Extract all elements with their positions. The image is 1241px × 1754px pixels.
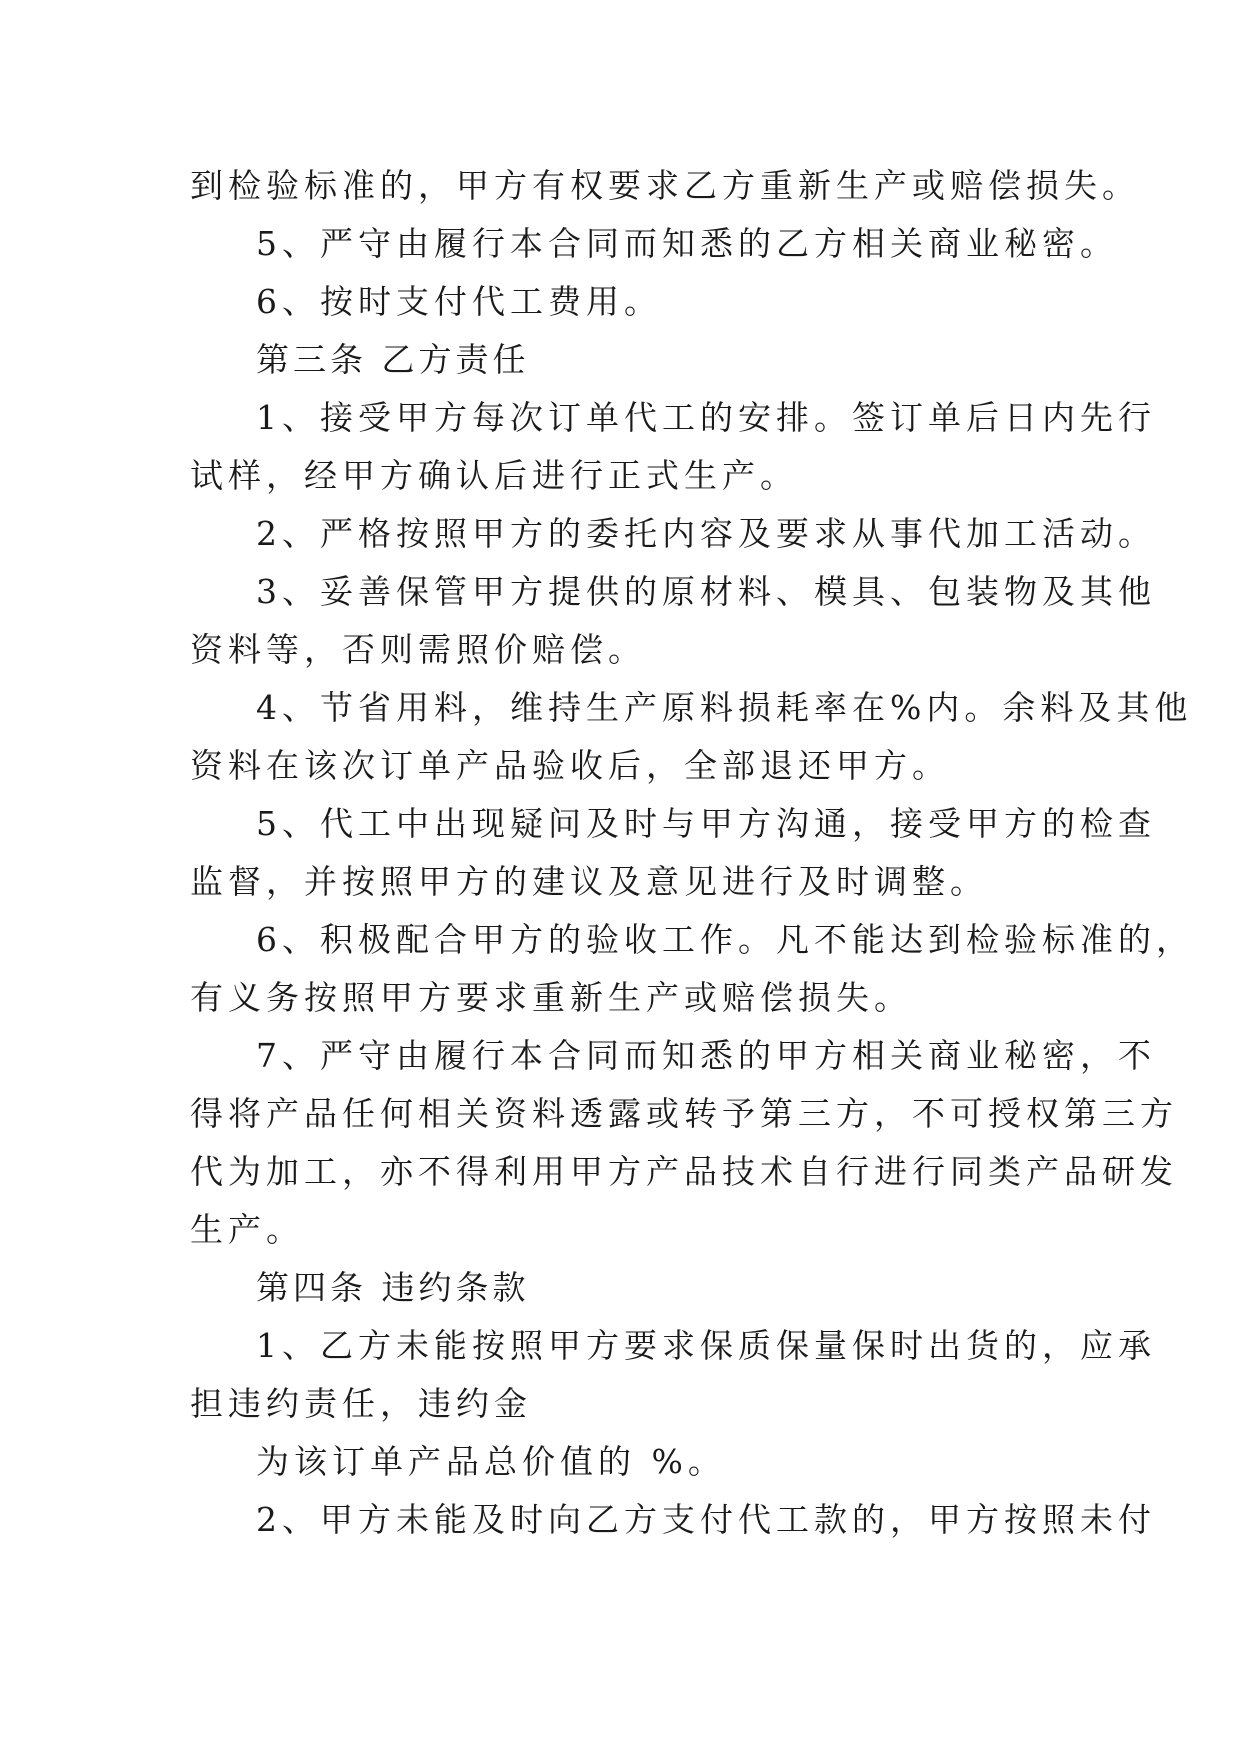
text-line: 6、按时支付代工费用。 [256,282,662,321]
section-heading: 第三条 乙方责任 [256,340,530,379]
text-line: 5、严守由履行本合同而知悉的乙方相关商业秘密。 [256,224,1118,263]
text-line: 得将产品任何相关资料透露或转予第三方，不可授权第三方 [190,1094,1178,1133]
text-line: 2、甲方未能及时向乙方支付代工款的，甲方按照未付 [256,1500,1156,1539]
section-heading: 第四条 违约条款 [256,1268,530,1307]
text-line: 4、节省用料，维持生产原料损耗率在%内。余料及其他 [256,688,1193,727]
text-line: 担违约责任，违约金 [190,1384,532,1423]
text-line: 资料等，否则需照价赔偿。 [190,630,646,669]
text-line: 试样，经甲方确认后进行正式生产。 [190,456,798,495]
text-line: 代为加工，亦不得利用甲方产品技术自行进行同类产品研发 [190,1152,1178,1191]
text-line: 监督，并按照甲方的建议及意见进行及时调整。 [190,862,988,901]
text-line: 有义务按照甲方要求重新生产或赔偿损失。 [190,978,912,1017]
text-line: 3、妥善保管甲方提供的原材料、模具、包装物及其他 [256,572,1156,611]
text-line: 1、接受甲方每次订单代工的安排。签订单后日内先行 [256,398,1156,437]
text-line: 2、严格按照甲方的委托内容及要求从事代加工活动。 [256,514,1156,553]
text-line: 6、积极配合甲方的验收工作。凡不能达到检验标准的， [256,920,1194,959]
text-line: 7、严守由履行本合同而知悉的甲方相关商业秘密，不 [256,1036,1156,1075]
text-line: 5、代工中出现疑问及时与甲方沟通，接受甲方的检查 [256,804,1156,843]
text-line: 为该订单产品总价值的 %。 [256,1442,726,1481]
text-line: 资料在该次订单产品验收后，全部退还甲方。 [190,746,950,785]
text-line: 1、乙方未能按照甲方要求保质保量保时出货的，应承 [256,1326,1156,1365]
text-line: 生产。 [190,1210,304,1249]
text-line: 到检验标准的，甲方有权要求乙方重新生产或赔偿损失。 [190,166,1140,205]
